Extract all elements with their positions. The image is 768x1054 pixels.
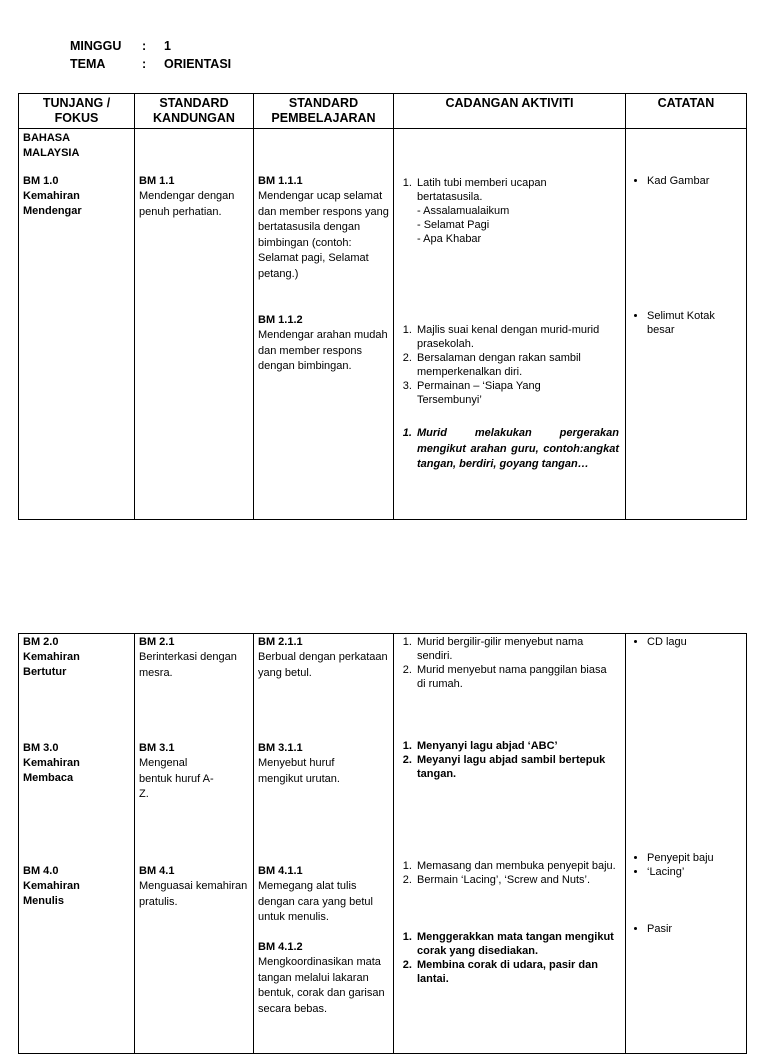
sp-text: Mendengar arahan mudah dan member respons dengan bimbingan. — [258, 329, 388, 372]
activity-block — [398, 426, 619, 473]
activity-block — [398, 635, 611, 691]
sp-cell — [254, 634, 394, 1054]
sk-text: Menguasai kemahiran pratulis. — [139, 880, 248, 908]
subject-label: BAHASA MALAYSIA — [23, 132, 80, 159]
catatan-block — [630, 922, 742, 936]
sk-text: Mengenal bentuk huruf A-Z. — [139, 757, 214, 800]
catatan-cell — [626, 129, 747, 520]
col-header-aktiviti: CADANGAN AKTIVITI — [394, 94, 626, 129]
list-item: • CD lagu — [647, 635, 742, 649]
sk-code: BM 3.1 — [139, 742, 175, 754]
fokus-code: BM 2.0 — [23, 636, 59, 648]
col-header-sk: STANDARD KANDUNGAN — [135, 94, 254, 129]
list-item: 1. Murid melakukan pergerakan mengikut arahan guru, contoh:angkat tangan, berdiri, goyang tangan… — [415, 426, 619, 473]
list-item: 2. Meyanyi lagu abjad sambil bertepuk tangan. — [415, 753, 611, 781]
catatan-block — [630, 851, 746, 879]
minggu-value: 1 — [164, 39, 171, 53]
tema-value: ORIENTASI — [164, 57, 232, 71]
list-item: • Pasir — [647, 922, 742, 936]
sp-text: Mendengar ucap selamat dan member respons yang bertatasusila dengan bimbingan (contoh: Selamat pagi, Selamat petang.) — [258, 190, 389, 280]
list-item: 2. Membina corak di udara, pasir dan lantai. — [415, 958, 621, 986]
catatan-block — [630, 635, 742, 649]
activity-block — [398, 739, 611, 781]
sp-text: Mengkoordinasikan mata tangan melalui lakaran bentuk, corak dan garisan secara bebas. — [258, 956, 385, 1015]
list-item: 1. Menyanyi lagu abjad ‘ABC’ — [415, 739, 611, 753]
list-item: 1. Memasang dan membuka penyepit baju. — [415, 859, 621, 873]
fokus-code: BM 4.0 — [23, 865, 59, 877]
sp-code: BM 2.1.1 — [258, 636, 303, 648]
sp-code: BM 1.1.2 — [258, 314, 303, 326]
sk-cell — [135, 129, 254, 520]
sp-code: BM 4.1.1 — [258, 865, 303, 877]
list-item: • Kad Gambar — [647, 174, 742, 188]
catatan-block — [630, 174, 742, 188]
aktiviti-cell — [394, 129, 626, 520]
list-item: 2. Murid menyebut nama panggilan biasa di rumah. — [415, 663, 611, 691]
fokus-name: Kemahiran Mendengar — [23, 190, 82, 217]
fokus-name: Kemahiran Bertutur — [23, 651, 80, 678]
minggu-label: MINGGU — [70, 39, 122, 53]
tema-label: TEMA — [70, 57, 106, 71]
sp-code: BM 3.1.1 — [258, 742, 303, 754]
list-item: 1. Latih tubi memberi ucapan bertatasusila. — [415, 176, 615, 204]
col-header-sp: STANDARD PEMBELAJARAN — [254, 94, 394, 129]
catatan-cell — [626, 634, 747, 1054]
fokus-code: BM 1.0 — [23, 175, 59, 187]
activity-block — [398, 930, 621, 986]
activity-block — [398, 323, 605, 407]
col-header-catatan: CATATAN — [626, 94, 747, 129]
list-item: 1. Majlis suai kenal dengan murid-murid prasekolah. — [415, 323, 605, 351]
list-item: - Selamat Pagi — [417, 219, 490, 231]
sk-cell — [135, 634, 254, 1054]
list-item: 1. Murid bergilir-gilir menyebut nama sendiri. — [415, 635, 611, 663]
list-item: • Selimut Kotak besar — [647, 309, 716, 337]
page-header — [70, 39, 231, 75]
sp-text: Memegang alat tulis dengan cara yang betul untuk menulis. — [258, 880, 373, 923]
sp-text: Berbual dengan perkataan yang betul. — [258, 651, 388, 679]
sp-code: BM 4.1.2 — [258, 941, 303, 953]
table-row — [19, 634, 747, 1054]
col-header-tunjang: TUNJANG / FOKUS — [19, 94, 135, 129]
sp-code: BM 1.1.1 — [258, 175, 303, 187]
sk-code: BM 4.1 — [139, 865, 175, 877]
fokus-code: BM 3.0 — [23, 742, 59, 754]
list-item: 3. Permainan – ‘Siapa Yang Tersembunyi’ — [415, 379, 605, 407]
sk-code: BM 1.1 — [139, 175, 175, 187]
list-item: 1. Menggerakkan mata tangan mengikut corak yang disediakan. — [415, 930, 621, 958]
plan-table-2 — [18, 633, 747, 1054]
list-item: - Assalamualaikum — [417, 205, 510, 217]
plan-table-1 — [18, 93, 747, 520]
colon: : — [142, 57, 147, 71]
sp-text: Menyebut huruf mengikut urutan. — [258, 757, 340, 785]
sk-code: BM 2.1 — [139, 636, 175, 648]
fokus-name: Kemahiran Menulis — [23, 880, 80, 907]
colon: : — [142, 39, 147, 53]
sk-text: Berinterkasi dengan mesra. — [139, 651, 237, 679]
table-header-row — [19, 94, 747, 129]
list-item: 2. Bersalaman dengan rakan sambil memperkenalkan diri. — [415, 351, 605, 379]
activity-block — [398, 859, 621, 887]
list-item: • Penyepit baju — [647, 851, 746, 865]
list-item: • ‘Lacing’ — [647, 865, 746, 879]
fokus-name: Kemahiran Membaca — [23, 757, 80, 784]
catatan-block — [630, 309, 716, 337]
list-item: 2. Bermain ‘Lacing’, ‘Screw and Nuts’. — [415, 873, 621, 887]
activity-block — [398, 176, 615, 246]
fokus-cell — [19, 129, 135, 520]
list-item: - Apa Khabar — [417, 233, 482, 245]
sk-text: Mendengar dengan penuh perhatian. — [139, 190, 235, 218]
fokus-cell — [19, 634, 135, 1054]
table-row — [19, 129, 747, 520]
aktiviti-cell — [394, 634, 626, 1054]
sp-cell — [254, 129, 394, 520]
